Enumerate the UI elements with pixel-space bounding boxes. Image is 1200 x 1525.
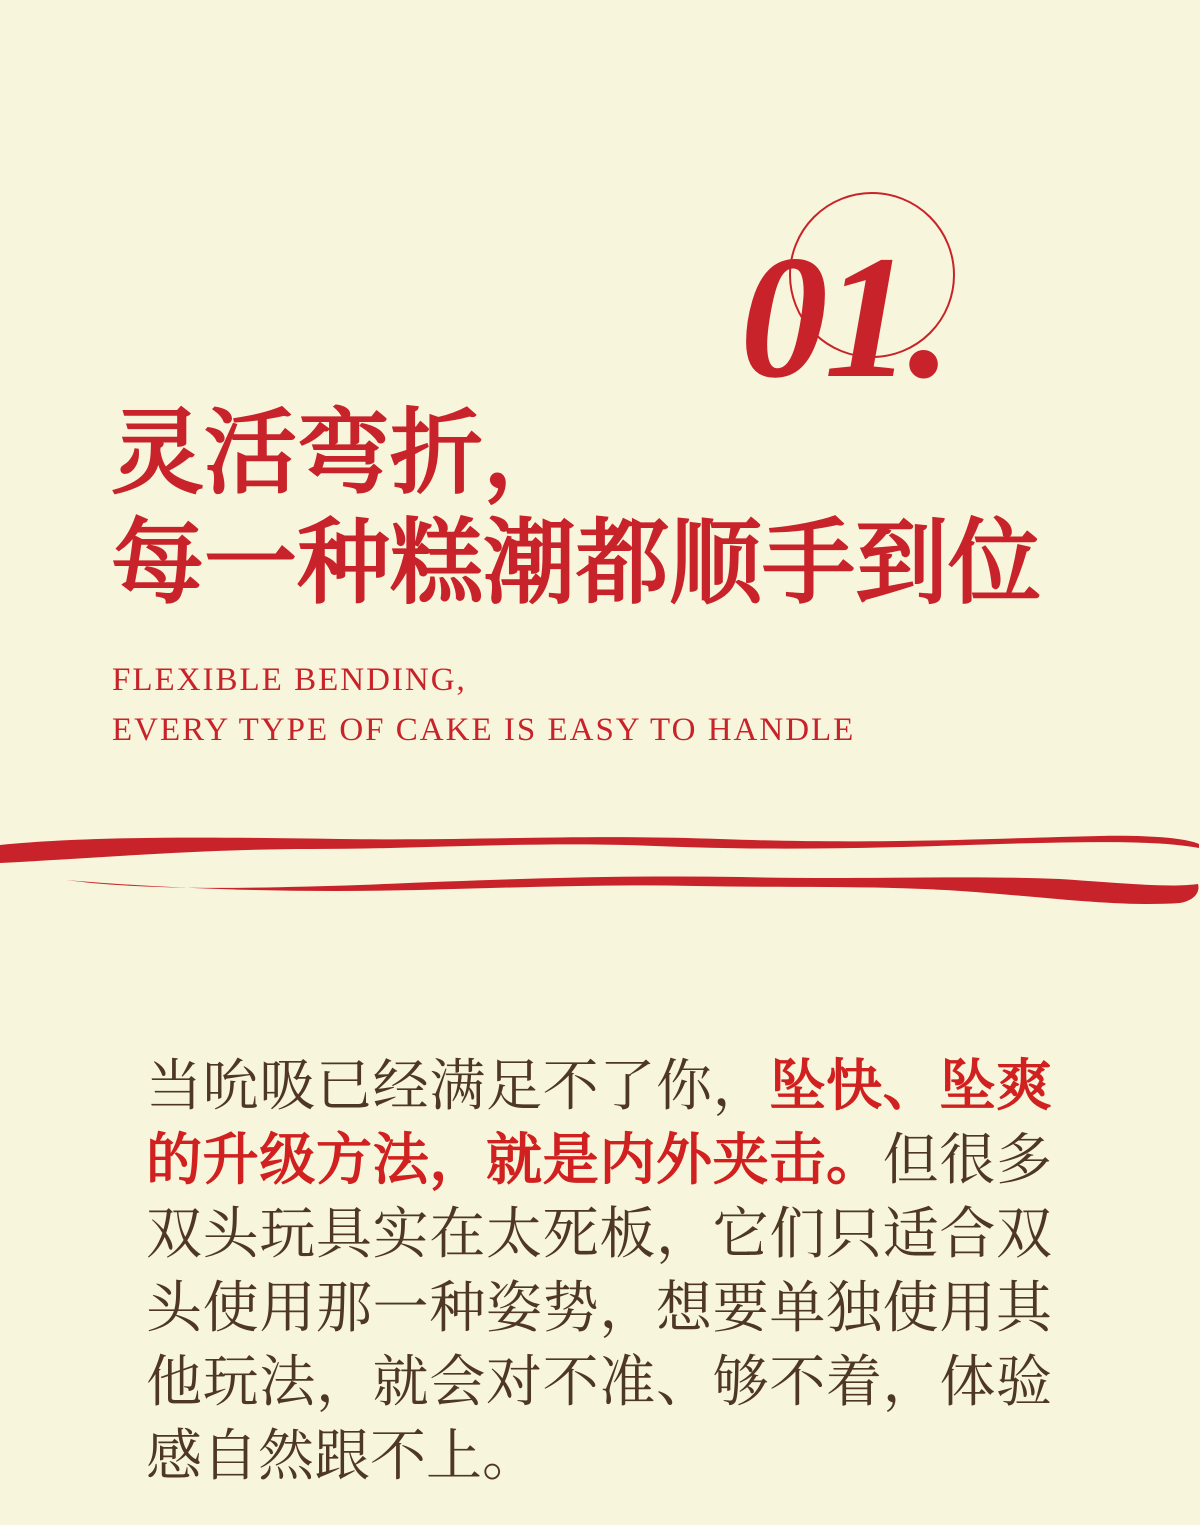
body-text-normal-2: 但很多双头玩具实在太死板，它们只适合双头使用那一种姿势，想要单独使用其他玩法，就会对不准、够不着，体验感自然跟不上。 (146, 1128, 1053, 1487)
subtitle-english (112, 655, 855, 755)
body-text-normal-1: 当吮吸已经满足不了你， (146, 1054, 770, 1117)
title-line-2: 每一种糕潮都顺手到位 (111, 513, 1041, 616)
subtitle-line-1: FLEXIBLE BENDING, (112, 662, 467, 698)
brush-stroke-bottom (66, 876, 1198, 904)
subtitle-line-2: EVERY TYPE OF CAKE IS EASY TO HANDLE (112, 712, 856, 748)
brush-stroke-divider (0, 828, 1200, 918)
body-paragraph (146, 1049, 1052, 1493)
title-line-1: 灵活弯折， (111, 403, 576, 506)
brush-stroke-top (0, 836, 1199, 863)
page-title (111, 400, 1041, 620)
section-number: 01. (740, 220, 948, 415)
body-text-highlight: 坠快、坠爽的升级方法，就是内外夹击。 (146, 1054, 1053, 1191)
